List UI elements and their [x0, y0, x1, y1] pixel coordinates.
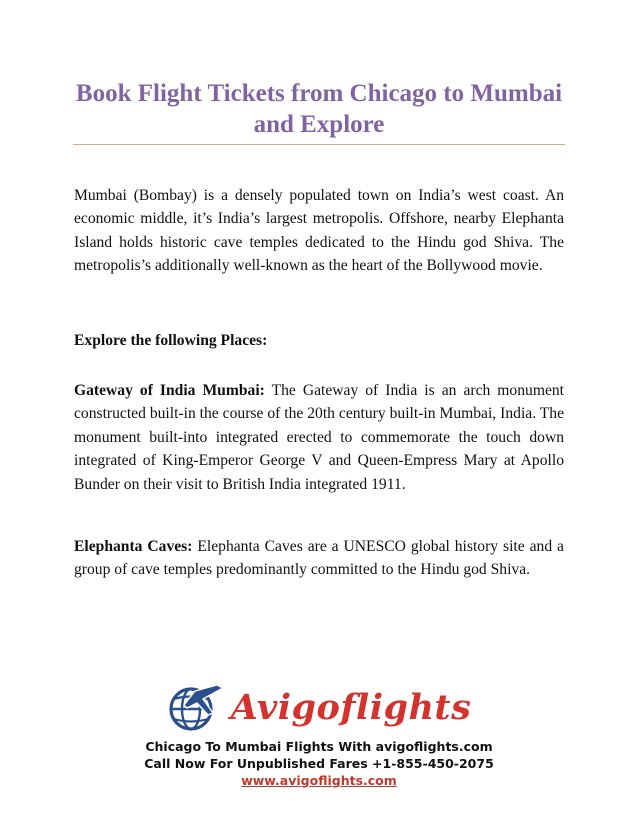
place-name: Gateway of India Mumbai:	[74, 382, 265, 399]
brand-name: Avigoflights	[230, 686, 472, 728]
globe-plane-icon	[167, 681, 225, 733]
intro-paragraph: Mumbai (Bombay) is a densely populated town on India’s west coast. An economic middle, it’s India’s largest metropolis. Offshore, nearby Elephanta Island holds historic cave temples dedicated to the Hindu god Shiva. The metropolis’s additionally well-known as the heart of the Bollywood movie.	[74, 187, 564, 275]
page-title: Book Flight Tickets from Chicago to Mumbai and Explore	[75, 80, 563, 138]
title-divider	[73, 144, 565, 145]
footer	[0, 679, 638, 789]
place-description: Elephanta Caves are a UNESCO global history site and a group of cave temples predominantly committed to the Hindu god Shiva.	[74, 538, 564, 579]
place-elephanta-caves	[74, 535, 564, 582]
place-name: Elephanta Caves:	[74, 538, 193, 555]
footer-line-flights: Chicago To Mumbai Flights With avigoflights.com	[145, 739, 493, 754]
explore-heading: Explore the following Places:	[74, 332, 268, 349]
footer-website-link[interactable]: www.avigoflights.com	[241, 773, 397, 788]
place-description: The Gateway of India is an arch monument constructed built-in the course of the 20th century built-in Mumbai, India. The monument built-into integrated erected to commemorate the touch down integrated of King-Emperor George V and Queen-Empress Mary at Apollo Bunder on their visit to British India integrated 1911.	[74, 382, 564, 493]
footer-line-phone: Call Now For Unpublished Fares +1-855-450-2075	[144, 756, 494, 771]
brand-logo	[167, 679, 472, 735]
place-gateway-of-india	[74, 379, 564, 496]
